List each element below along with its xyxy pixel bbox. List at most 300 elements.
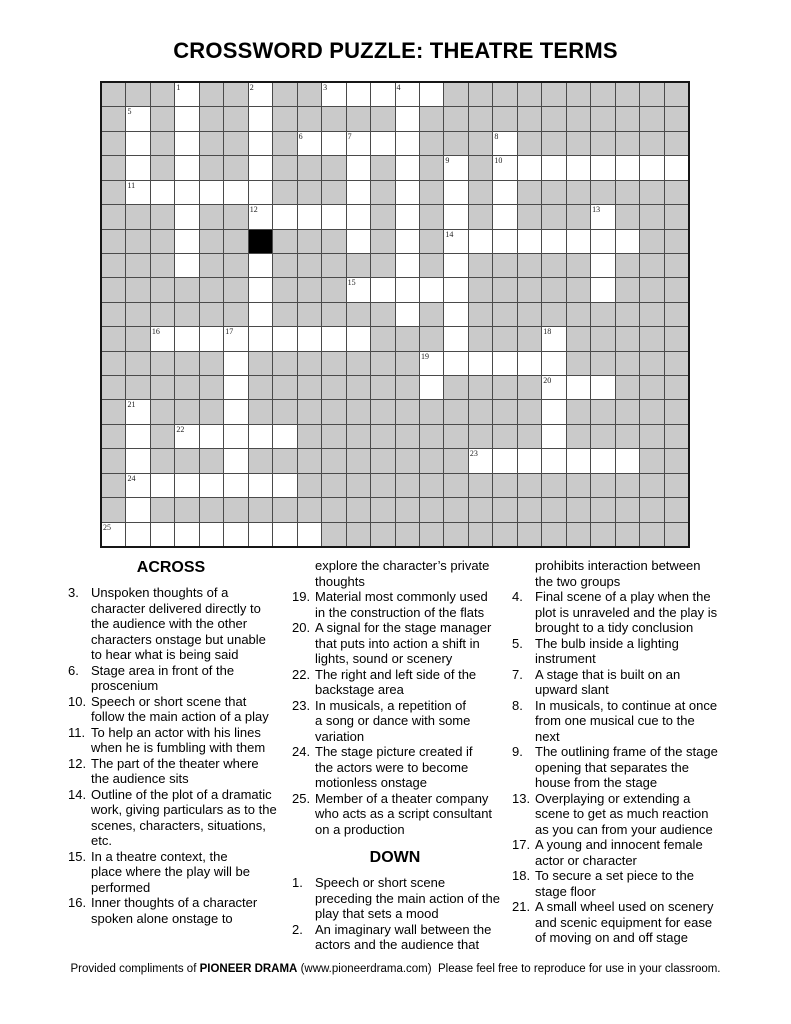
grid-cell[interactable] xyxy=(347,327,370,350)
grid-cell[interactable] xyxy=(175,474,198,497)
grid-cell[interactable] xyxy=(126,474,149,497)
grid-cell[interactable] xyxy=(493,132,516,155)
grid-cell-blocked xyxy=(126,376,149,399)
grid-cell[interactable] xyxy=(420,376,443,399)
grid-cell-blocked xyxy=(469,83,492,106)
grid-cell-blocked xyxy=(347,303,370,326)
grid-cell[interactable] xyxy=(322,132,345,155)
grid-cell[interactable] xyxy=(322,327,345,350)
grid-cell[interactable] xyxy=(591,156,614,179)
cell-number: 13 xyxy=(592,205,601,215)
grid-cell-blocked xyxy=(298,376,321,399)
grid-cell[interactable] xyxy=(396,303,419,326)
grid-cell-blocked xyxy=(175,278,198,301)
grid-cell[interactable] xyxy=(444,230,467,253)
grid-cell-blocked xyxy=(102,132,125,155)
grid-cell[interactable] xyxy=(420,83,443,106)
grid-cell[interactable] xyxy=(175,132,198,155)
footer-brand: PIONEER DRAMA xyxy=(199,963,298,975)
grid-cell[interactable] xyxy=(493,230,516,253)
clue-text-line: backstage area xyxy=(315,682,404,697)
grid-cell[interactable] xyxy=(126,156,149,179)
grid-cell[interactable] xyxy=(493,352,516,375)
grid-cell-blocked xyxy=(444,376,467,399)
grid-cell[interactable] xyxy=(591,278,614,301)
grid-cell[interactable] xyxy=(542,400,565,423)
grid-cell[interactable] xyxy=(567,376,590,399)
grid-cell[interactable] xyxy=(591,205,614,228)
grid-cell[interactable] xyxy=(249,303,272,326)
grid-cell-blocked xyxy=(591,474,614,497)
grid-cell-blocked xyxy=(518,523,541,546)
grid-cell[interactable] xyxy=(224,523,247,546)
grid-cell[interactable] xyxy=(542,352,565,375)
grid-cell[interactable] xyxy=(175,83,198,106)
grid-cell-blocked xyxy=(591,352,614,375)
grid-cell[interactable] xyxy=(493,181,516,204)
grid-cell-blocked xyxy=(616,474,639,497)
grid-cell[interactable] xyxy=(493,449,516,472)
grid-cell[interactable] xyxy=(347,181,370,204)
grid-cell[interactable] xyxy=(591,449,614,472)
cell-number: 5 xyxy=(127,107,132,117)
grid-cell-blocked xyxy=(493,523,516,546)
grid-cell-blocked xyxy=(102,425,125,448)
clue-text-line: scenes, characters, situations, xyxy=(91,817,266,833)
grid-cell-blocked xyxy=(616,254,639,277)
grid-cell[interactable] xyxy=(200,474,223,497)
grid-cell-blocked xyxy=(518,400,541,423)
clue-item xyxy=(508,868,722,899)
grid-cell[interactable] xyxy=(371,278,394,301)
grid-cell[interactable] xyxy=(224,474,247,497)
grid-cell-blocked xyxy=(126,352,149,375)
clue-text-line: the two groups xyxy=(535,573,621,589)
clue-number: 12. xyxy=(68,755,87,771)
grid-cell-blocked xyxy=(298,303,321,326)
grid-cell[interactable] xyxy=(102,523,125,546)
grid-cell[interactable] xyxy=(591,254,614,277)
grid-cell-blocked xyxy=(665,352,688,375)
grid-cell-blocked xyxy=(371,327,394,350)
grid-cell-blocked xyxy=(420,303,443,326)
grid-cell-blocked xyxy=(518,425,541,448)
grid-cell-blocked xyxy=(249,352,272,375)
grid-cell[interactable] xyxy=(396,278,419,301)
grid-cell[interactable] xyxy=(518,156,541,179)
grid-cell[interactable] xyxy=(542,449,565,472)
grid-cell-blocked xyxy=(102,303,125,326)
grid-cell-blocked xyxy=(322,376,345,399)
grid-cell[interactable] xyxy=(444,352,467,375)
grid-cell-blocked xyxy=(126,303,149,326)
grid-cell-blocked xyxy=(151,352,174,375)
grid-cell[interactable] xyxy=(175,181,198,204)
grid-cell-blocked xyxy=(444,132,467,155)
grid-cell-blocked xyxy=(200,83,223,106)
grid-cell[interactable] xyxy=(616,156,639,179)
grid-cell-blocked xyxy=(347,425,370,448)
grid-cell[interactable] xyxy=(493,205,516,228)
clue-text-line: prohibits interaction between xyxy=(535,558,701,573)
clue-text-line: variation xyxy=(315,728,365,744)
grid-cell-blocked xyxy=(151,156,174,179)
grid-cell[interactable] xyxy=(591,376,614,399)
grid-cell-blocked xyxy=(102,400,125,423)
grid-cell[interactable] xyxy=(469,449,492,472)
grid-cell[interactable] xyxy=(175,523,198,546)
grid-cell[interactable] xyxy=(224,449,247,472)
cell-number: 18 xyxy=(543,327,552,337)
grid-cell-blocked xyxy=(567,523,590,546)
grid-cell[interactable] xyxy=(126,425,149,448)
grid-cell[interactable] xyxy=(396,107,419,130)
grid-cell[interactable] xyxy=(200,327,223,350)
grid-cell-blocked xyxy=(567,132,590,155)
grid-cell[interactable] xyxy=(175,156,198,179)
grid-cell-blocked xyxy=(151,376,174,399)
grid-cell-blocked xyxy=(469,474,492,497)
clue-text-line: etc. xyxy=(91,833,112,848)
grid-cell[interactable] xyxy=(273,205,296,228)
grid-cell-blocked xyxy=(420,523,443,546)
grid-cell[interactable] xyxy=(249,523,272,546)
grid-cell-blocked xyxy=(200,400,223,423)
clue-text-line: to hear what is being said xyxy=(91,647,239,662)
grid-cell[interactable] xyxy=(151,327,174,350)
clue-text-line: in the construction of the flats xyxy=(315,604,485,620)
grid-cell-blocked xyxy=(396,449,419,472)
grid-cell[interactable] xyxy=(444,327,467,350)
grid-cell[interactable] xyxy=(151,181,174,204)
grid-cell[interactable] xyxy=(126,523,149,546)
clue-number: 16. xyxy=(68,895,87,910)
grid-cell[interactable] xyxy=(542,376,565,399)
clue-number: 11. xyxy=(68,724,86,740)
grid-cell[interactable] xyxy=(616,230,639,253)
grid-cell[interactable] xyxy=(273,425,296,448)
grid-cell-blocked xyxy=(371,523,394,546)
grid-cell-blocked xyxy=(322,449,345,472)
clue-text-line: A stage that is built on an xyxy=(535,666,681,682)
grid-cell[interactable] xyxy=(444,254,467,277)
grid-cell[interactable] xyxy=(224,181,247,204)
grid-cell-blocked xyxy=(126,254,149,277)
grid-cell-blocked xyxy=(591,327,614,350)
cell-number: 25 xyxy=(103,522,111,532)
clue-text-line: explore the character’s private xyxy=(315,558,490,573)
grid-cell-blocked xyxy=(347,449,370,472)
grid-cell-blocked xyxy=(444,400,467,423)
grid-cell-blocked xyxy=(444,83,467,106)
grid-cell[interactable] xyxy=(371,132,394,155)
grid-cell[interactable] xyxy=(420,352,443,375)
grid-cell-blocked xyxy=(493,474,516,497)
clue-text-line: A small wheel used on scenery xyxy=(535,899,714,914)
grid-cell[interactable] xyxy=(591,230,614,253)
grid-cell-blocked xyxy=(126,230,149,253)
grid-cell[interactable] xyxy=(273,327,296,350)
grid-cell-blocked xyxy=(640,83,663,106)
grid-cell-blocked xyxy=(396,523,419,546)
grid-cell[interactable] xyxy=(396,132,419,155)
grid-cell[interactable] xyxy=(322,205,345,228)
clue-number: 7. xyxy=(512,666,523,682)
grid-cell-blocked xyxy=(322,400,345,423)
grid-cell[interactable] xyxy=(126,181,149,204)
grid-cell[interactable] xyxy=(249,181,272,204)
grid-cell[interactable] xyxy=(200,425,223,448)
grid-cell-blocked xyxy=(591,498,614,521)
grid-cell[interactable] xyxy=(249,132,272,155)
grid-cell-blocked xyxy=(640,132,663,155)
grid-cell-blocked xyxy=(298,400,321,423)
grid-cell-blocked xyxy=(200,449,223,472)
grid-cell[interactable] xyxy=(200,523,223,546)
grid-cell-blocked xyxy=(616,327,639,350)
grid-cell-blocked xyxy=(616,400,639,423)
grid-cell-blocked xyxy=(665,303,688,326)
grid-cell[interactable] xyxy=(420,278,443,301)
clue-text-line: scene to get as much reaction xyxy=(535,806,709,821)
grid-cell[interactable] xyxy=(249,205,272,228)
grid-cell-blocked xyxy=(665,230,688,253)
grid-cell[interactable] xyxy=(518,230,541,253)
grid-cell-blocked xyxy=(469,181,492,204)
grid-cell-blocked xyxy=(273,181,296,204)
grid-cell[interactable] xyxy=(567,449,590,472)
grid-cell-blocked xyxy=(396,352,419,375)
grid-cell[interactable] xyxy=(126,107,149,130)
grid-cell-blocked xyxy=(322,156,345,179)
grid-cell[interactable] xyxy=(396,181,419,204)
grid-cell[interactable] xyxy=(444,205,467,228)
grid-cell-blocked xyxy=(616,278,639,301)
clue-text-line: To secure a set piece to the xyxy=(535,868,694,883)
clue-text-line: characters onstage but unable xyxy=(91,631,266,647)
grid-cell-blocked xyxy=(224,156,247,179)
grid-cell-blocked xyxy=(298,254,321,277)
grid-cell-blocked xyxy=(249,498,272,521)
grid-cell[interactable] xyxy=(518,449,541,472)
grid-cell-blocked xyxy=(298,230,321,253)
grid-cell[interactable] xyxy=(175,327,198,350)
grid-cell[interactable] xyxy=(249,474,272,497)
grid-cell-blocked xyxy=(640,230,663,253)
grid-cell-blocked xyxy=(347,352,370,375)
grid-cell-blocked xyxy=(493,83,516,106)
clue-item xyxy=(508,558,722,589)
grid-cell[interactable] xyxy=(542,156,565,179)
grid-cell-blocked xyxy=(396,400,419,423)
grid-cell[interactable] xyxy=(347,132,370,155)
grid-cell[interactable] xyxy=(175,254,198,277)
grid-cell-blocked xyxy=(640,327,663,350)
grid-cell[interactable] xyxy=(298,205,321,228)
clue-text-line: An imaginary wall between the xyxy=(315,921,492,937)
grid-cell-blocked xyxy=(200,156,223,179)
grid-cell-blocked xyxy=(420,156,443,179)
grid-cell[interactable] xyxy=(665,156,688,179)
grid-cell-blocked xyxy=(469,254,492,277)
clue-number: 14. xyxy=(68,786,87,802)
grid-cell[interactable] xyxy=(298,132,321,155)
grid-cell[interactable] xyxy=(396,230,419,253)
grid-cell[interactable] xyxy=(469,230,492,253)
clue-text-line: The outlining frame of the stage xyxy=(535,744,718,759)
clue-text-line: Unspoken thoughts of a xyxy=(91,585,229,600)
clue-text-line: instrument xyxy=(535,651,596,666)
grid-cell[interactable] xyxy=(249,327,272,350)
grid-cell[interactable] xyxy=(249,254,272,277)
grid-cell[interactable] xyxy=(273,523,296,546)
grid-cell-blocked xyxy=(126,327,149,350)
grid-cell[interactable] xyxy=(249,278,272,301)
grid-cell-blocked xyxy=(640,352,663,375)
grid-cell-blocked xyxy=(518,205,541,228)
cell-number: 16 xyxy=(151,327,160,337)
grid-cell[interactable] xyxy=(347,156,370,179)
grid-cell[interactable] xyxy=(224,327,247,350)
grid-cell-blocked xyxy=(567,498,590,521)
grid-cell[interactable] xyxy=(126,132,149,155)
grid-cell-blocked xyxy=(200,278,223,301)
clue-text-line: when he is fumbling with them xyxy=(91,740,266,755)
grid-cell-blocked xyxy=(420,205,443,228)
grid-cell-blocked xyxy=(102,449,125,472)
clue-text-line: opening that separates the xyxy=(535,759,689,775)
grid-cell[interactable] xyxy=(469,352,492,375)
clue-text-line: place where the play will be xyxy=(91,864,250,879)
grid-cell[interactable] xyxy=(249,83,272,106)
grid-cell-blocked xyxy=(542,523,565,546)
grid-cell-blocked xyxy=(469,303,492,326)
grid-cell[interactable] xyxy=(224,425,247,448)
grid-cell[interactable] xyxy=(249,107,272,130)
grid-cell[interactable] xyxy=(371,83,394,106)
grid-cell[interactable] xyxy=(542,425,565,448)
clue-item xyxy=(288,744,502,791)
grid-cell[interactable] xyxy=(396,83,419,106)
clue-text-line: The right and left side of the xyxy=(315,666,477,682)
grid-cell-blocked xyxy=(200,132,223,155)
grid-cell[interactable] xyxy=(126,449,149,472)
grid-cell[interactable] xyxy=(175,205,198,228)
grid-cell-blocked xyxy=(640,449,663,472)
clue-text-line: of moving on and off stage xyxy=(535,930,688,945)
grid-cell[interactable] xyxy=(175,425,198,448)
grid-cell[interactable] xyxy=(347,205,370,228)
grid-cell[interactable] xyxy=(151,474,174,497)
grid-cell-blocked xyxy=(151,278,174,301)
grid-cell[interactable] xyxy=(396,254,419,277)
grid-cell[interactable] xyxy=(396,205,419,228)
grid-cell-blocked xyxy=(469,498,492,521)
grid-cell-blocked xyxy=(591,83,614,106)
clue-text-line: actor or character xyxy=(535,852,637,868)
grid-cell[interactable] xyxy=(444,303,467,326)
grid-cell-blocked xyxy=(322,303,345,326)
grid-cell-blocked xyxy=(640,278,663,301)
grid-cell[interactable] xyxy=(396,156,419,179)
grid-cell-blocked xyxy=(640,498,663,521)
grid-cell[interactable] xyxy=(175,230,198,253)
grid-cell[interactable] xyxy=(298,523,321,546)
grid-cell[interactable] xyxy=(347,230,370,253)
grid-cell[interactable] xyxy=(542,327,565,350)
grid-cell-blocked xyxy=(469,327,492,350)
grid-cell-blocked xyxy=(444,474,467,497)
grid-cell[interactable] xyxy=(200,181,223,204)
grid-cell[interactable] xyxy=(444,278,467,301)
grid-cell[interactable] xyxy=(224,376,247,399)
grid-cell[interactable] xyxy=(249,425,272,448)
grid-cell[interactable] xyxy=(126,498,149,521)
page-title: CROSSWORD PUZZLE: THEATRE TERMS xyxy=(173,38,618,63)
grid-cell[interactable] xyxy=(347,278,370,301)
grid-cell-blocked xyxy=(347,254,370,277)
grid-cell-blocked xyxy=(322,254,345,277)
grid-cell-blocked xyxy=(665,400,688,423)
grid-cell-blocked xyxy=(200,230,223,253)
grid-cell[interactable] xyxy=(175,107,198,130)
clue-text-line: the audience with the other xyxy=(91,616,248,631)
grid-cell[interactable] xyxy=(493,156,516,179)
grid-cell[interactable] xyxy=(322,83,345,106)
grid-cell[interactable] xyxy=(444,156,467,179)
grid-cell[interactable] xyxy=(567,156,590,179)
grid-cell-blocked xyxy=(126,83,149,106)
grid-cell-blocked xyxy=(665,425,688,448)
grid-cell[interactable] xyxy=(151,523,174,546)
grid-cell-blocked xyxy=(126,278,149,301)
grid-cell[interactable] xyxy=(273,474,296,497)
grid-cell-blocked xyxy=(469,376,492,399)
grid-cell-blocked xyxy=(322,230,345,253)
grid-cell[interactable] xyxy=(444,181,467,204)
grid-cell[interactable] xyxy=(347,83,370,106)
grid-cell[interactable] xyxy=(126,400,149,423)
grid-cell[interactable] xyxy=(616,449,639,472)
grid-cell-blocked xyxy=(420,107,443,130)
grid-cell-blocked xyxy=(102,474,125,497)
grid-cell-blocked xyxy=(542,83,565,106)
footer-pre: Provided compliments of xyxy=(70,963,200,975)
grid-cell[interactable] xyxy=(567,230,590,253)
grid-cell-blocked xyxy=(567,425,590,448)
grid-cell[interactable] xyxy=(518,352,541,375)
clue-number: 25. xyxy=(292,790,311,806)
clue-text-line: next xyxy=(535,728,560,744)
grid-cell-blocked xyxy=(273,132,296,155)
grid-cell[interactable] xyxy=(224,400,247,423)
grid-cell-blocked xyxy=(298,474,321,497)
grid-cell-blocked xyxy=(518,376,541,399)
grid-cell-blocked xyxy=(542,132,565,155)
grid-cell-blocked xyxy=(224,107,247,130)
grid-cell-blocked xyxy=(444,107,467,130)
cell-number: 7 xyxy=(347,131,352,141)
grid-cell[interactable] xyxy=(249,156,272,179)
grid-cell[interactable] xyxy=(640,156,663,179)
grid-cell[interactable] xyxy=(542,230,565,253)
clue-text-line: on a production xyxy=(315,821,405,837)
clue-item xyxy=(508,667,722,698)
clue-text-line: upward slant xyxy=(535,682,609,697)
grid-cell[interactable] xyxy=(298,327,321,350)
grid-cell-blocked xyxy=(518,498,541,521)
grid-cell[interactable] xyxy=(224,352,247,375)
